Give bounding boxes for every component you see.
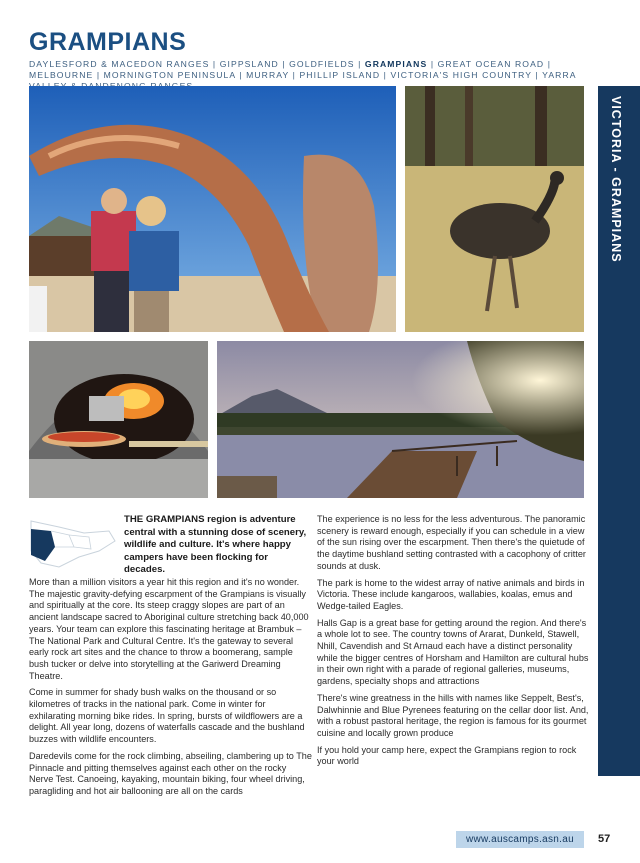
photo-pizza-oven	[29, 341, 208, 498]
text-column-left	[29, 577, 313, 803]
region-list-before: DAYLESFORD & MACEDON RANGES | GIPPSLAND | GOLDFIELDS |	[29, 59, 362, 69]
sidebar-label: VICTORIA - GRAMPIANS	[609, 96, 623, 263]
paragraph: The experience is no less for the less adventurous. The panoramic scenery is reward enough, especially if you can schedule in a view of the sun rising over the escarpment. Then there's the quietude of the daytime bushland setting contrasted with a cacophony of critter sounds at dusk.	[317, 514, 586, 571]
paragraph: Halls Gap is a great base for getting around the region. And there's a whole lot to see. The country towns of Ararat, Dunkeld, Stawell, Nhill, Cavendish and St Arnaud each have a distinct personality while the bigger centres of Horsham and Hamilton are cultural hubs in their own right with a parade of regional galleries, museums, gardens, specialty shops and attractions	[317, 617, 589, 687]
photo-emu	[405, 86, 584, 332]
photo-lake-jetty	[217, 341, 584, 498]
page-number: 57	[598, 833, 611, 845]
victoria-map-icon	[29, 511, 117, 571]
paragraph: There's wine greatness in the hills with names like Seppelt, Best's, Dalwhinnie and Blue Pyrenees featuring on the cellar door list. And, with a robust pastoral heritage, the region is famous for its gourmet cuisine and locally grown produce	[317, 692, 589, 738]
text-column-right	[317, 514, 592, 773]
paragraph: More than a million visitors a year hit this region and it's no wonder. The majestic gravity-defying escarpment of the Grampians is visually and spiritually at the core. Its steep craggy slopes are part of an ancient landscape sacred to Aboriginal culture stretching back 40,000 years. Your team can explore this fascinating heritage at Brambuk – The National Park and Cultural Centre. It's the gateway to several early rock art sites and the chance to throw a boomerang, sample bush tucker or delve into storytelling at the Gariwerd Dreaming Theatre.	[29, 577, 309, 681]
paragraph: Daredevils come for the rock climbing, abseiling, clambering up to The Pinnacle and pitting themselves against each other on the rocky Nerve Test. Canoeing, kayaking, mountain biking, four wheel driving, paragliding and hot air ballooning are all on the cards	[29, 750, 312, 796]
paragraph: The park is home to the widest array of native animals and birds in Victoria. These include kangaroos, wallabies, koalas, emus and Wedge-tailed Eagles.	[317, 577, 585, 611]
region-current: GRAMPIANS	[364, 59, 428, 69]
website-link[interactable]: www.auscamps.asn.au	[456, 831, 584, 848]
paragraph: If you hold your camp here, expect the Grampians region to rock your world	[317, 744, 577, 767]
photo-rock-arch	[29, 86, 396, 332]
intro-paragraph: THE GRAMPIANS region is adventure central with a stunning dose of scenery, wildlife and culture. It's where happy campers have been flocking for decades.	[124, 514, 307, 575]
page-title: GRAMPIANS	[29, 28, 187, 56]
paragraph: Come in summer for shady bush walks on the thousand or so kilometres of tracks in the national park. Come in winter for exhilarating morning bike rides. In spring, bursts of wildflowers are a delight. All year long, dozens of waterfalls cascade and the bushland buzzes with wildlife encounters.	[29, 687, 305, 745]
sidebar-tab	[598, 86, 640, 776]
region-list-after: | GREAT OCEAN ROAD | MELBOURNE | MORNINGTON PENINSULA | MURRAY | PHILLIP ISLAND | VICTORIA'S HIGH COUNTRY | YARRA	[29, 59, 577, 80]
